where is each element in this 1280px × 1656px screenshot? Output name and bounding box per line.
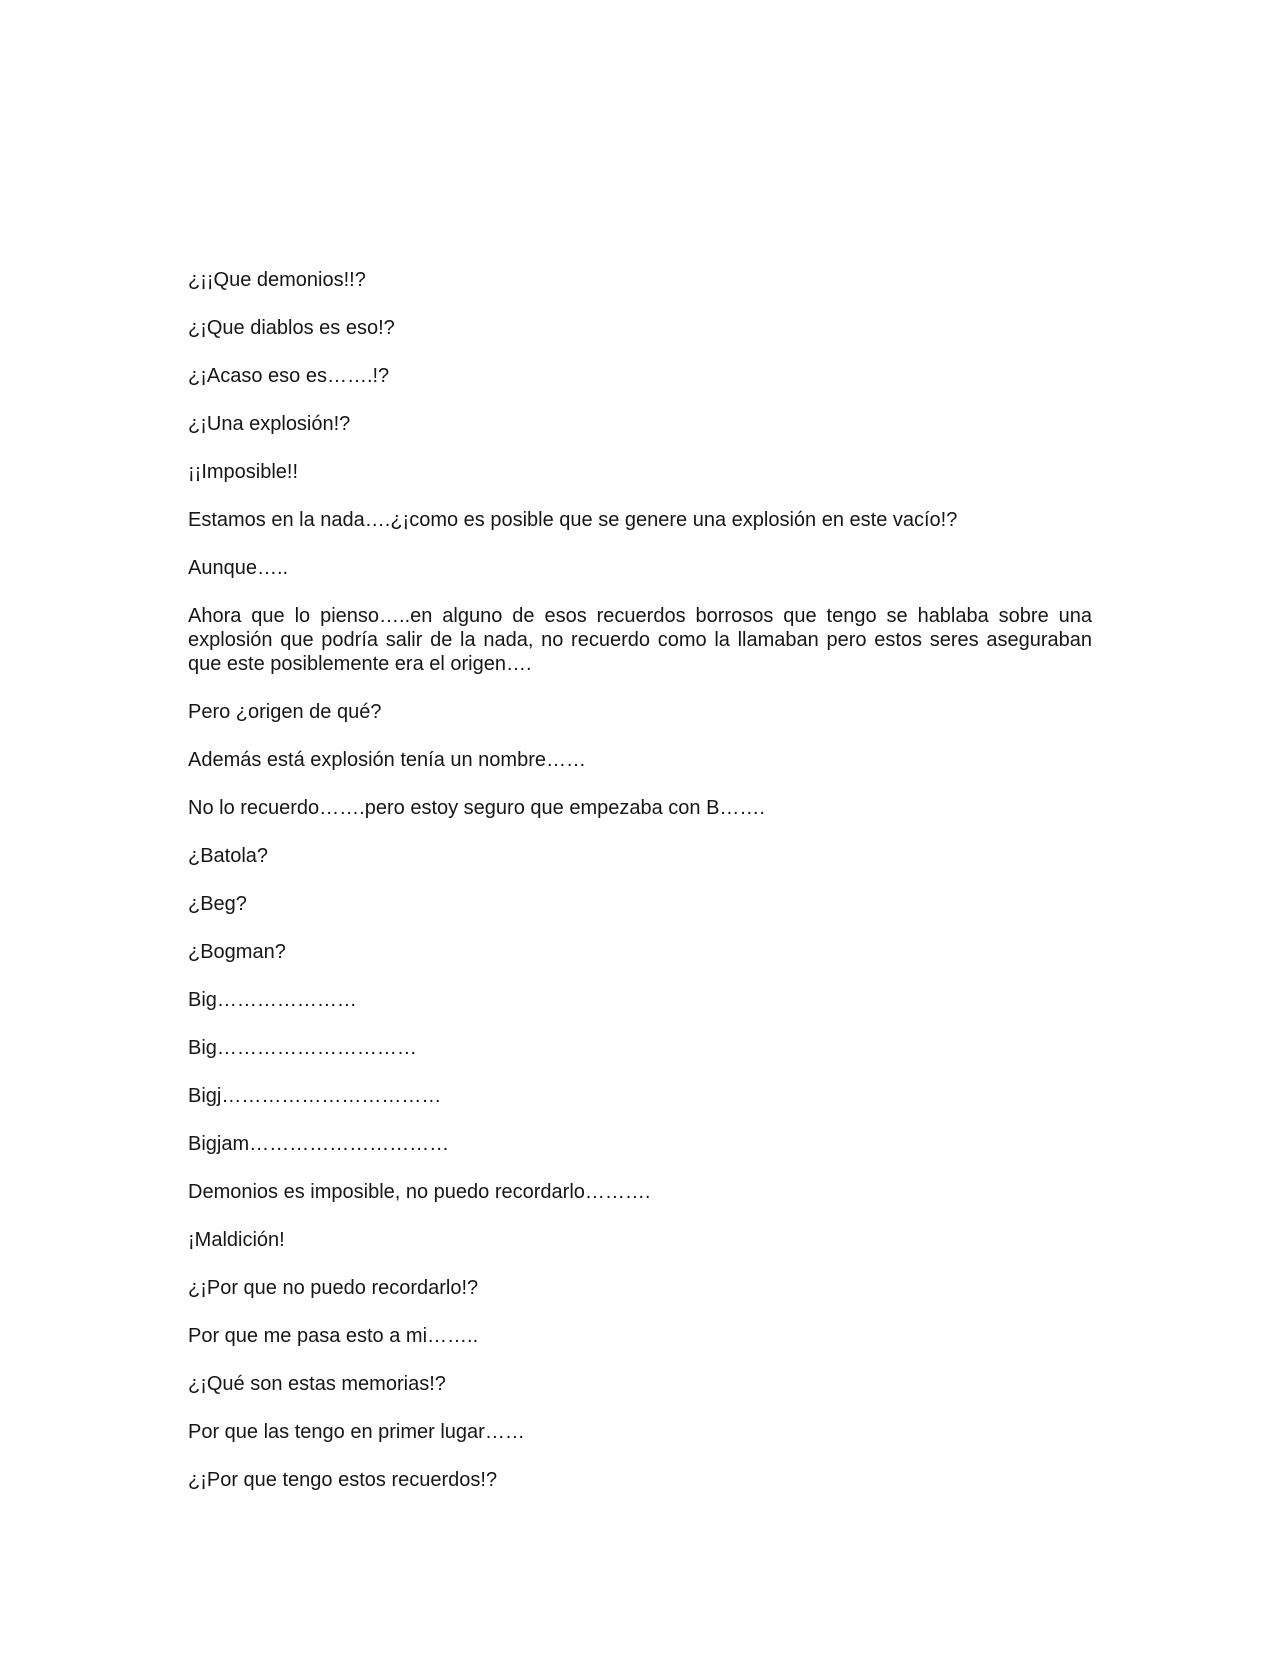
paragraph: ¿¡Una explosión!? — [188, 413, 351, 435]
paragraph: Demonios es imposible, no puedo recordarlo………. — [188, 1181, 651, 1203]
paragraph: Aunque….. — [188, 557, 289, 579]
paragraph: ¿¡Por que no puedo recordarlo!? — [188, 1277, 479, 1299]
paragraph: ¿¡Por que tengo estos recuerdos!? — [188, 1469, 498, 1491]
paragraph: Además está explosión tenía un nombre…… — [188, 749, 586, 771]
paragraph: ¿¡Qué son estas memorias!? — [188, 1373, 446, 1395]
paragraph: Pero ¿origen de qué? — [188, 701, 382, 723]
paragraph: Por que las tengo en primer lugar…… — [188, 1421, 525, 1443]
paragraph: Bigj…………………………… — [188, 1085, 442, 1107]
paragraph: ¿Bogman? — [188, 941, 286, 963]
paragraph: ¡Maldición! — [188, 1229, 285, 1251]
paragraph: ¿¡¡Que demonios!!? — [188, 269, 366, 291]
paragraph: ¿Batola? — [188, 845, 269, 867]
paragraph: Por que me pasa esto a mi…….. — [188, 1325, 479, 1347]
paragraph: Big………………………… — [188, 1037, 417, 1059]
paragraph: Ahora que lo pienso…..en alguno de esos recuerdos borrosos que tengo se hablaba sobre una explosión que podría salir de la nada, no recuerdo como la llamaban pero estos seres aseguraban que este posiblemente era el origen…. — [188, 605, 1092, 675]
paragraph: ¿Beg? — [188, 893, 247, 915]
paragraph: Estamos en la nada….¿¡como es posible que se genere una explosión en este vacío!? — [188, 509, 958, 531]
paragraph: ¿¡Que diablos es eso!? — [188, 317, 395, 339]
paragraph: No lo recuerdo…….pero estoy seguro que empezaba con B……. — [188, 797, 765, 819]
paragraph: ¡¡Imposible!! — [188, 461, 299, 483]
paragraph: Bigjam………………………… — [188, 1133, 450, 1155]
paragraph: ¿¡Acaso eso es…….!? — [188, 365, 390, 387]
paragraph: Big………………… — [188, 989, 357, 1011]
document-body — [188, 268, 1092, 1516]
